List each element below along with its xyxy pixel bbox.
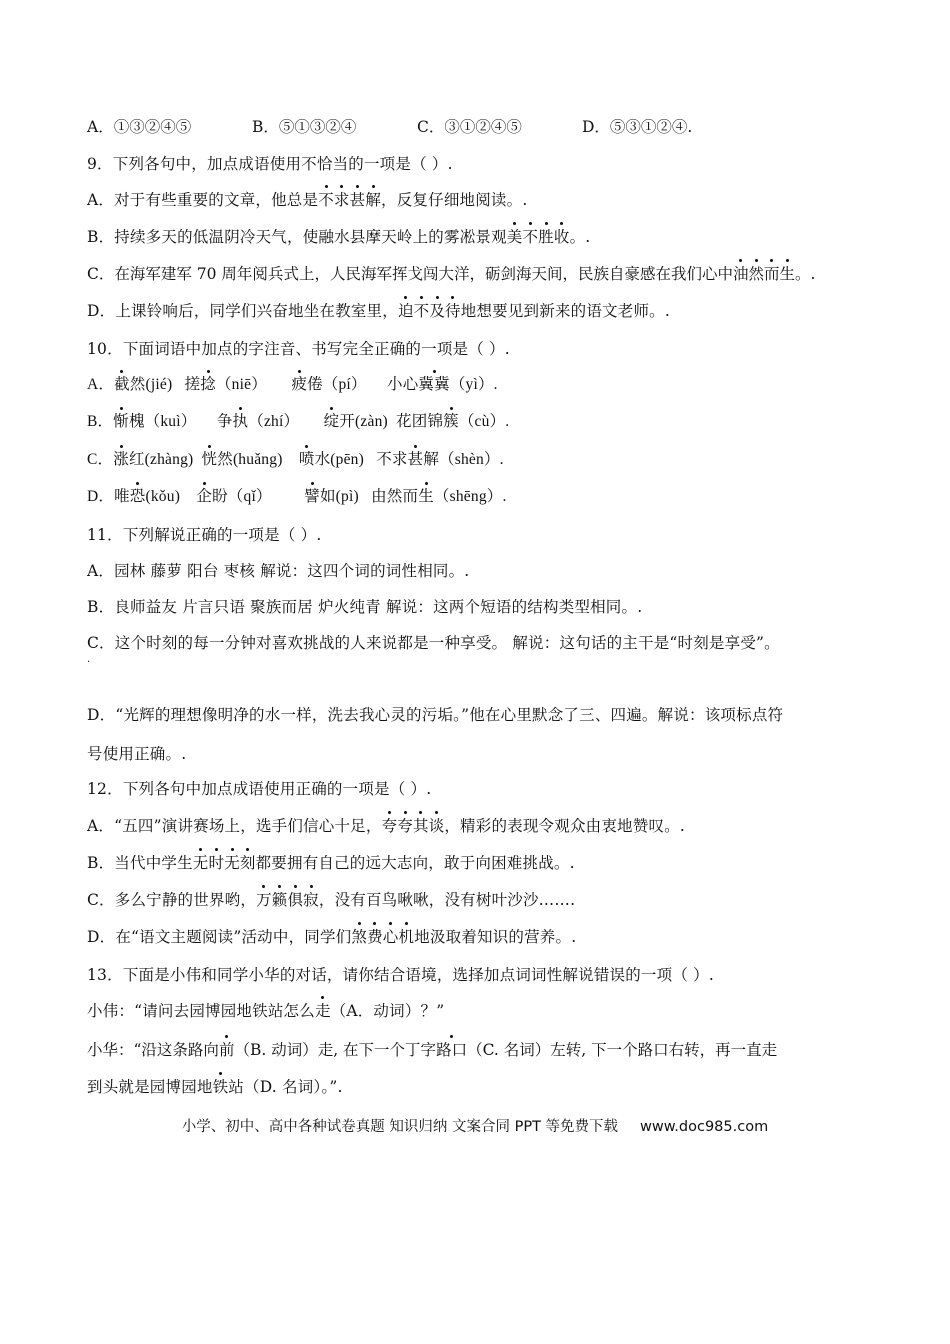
q11-c-mark: . — [87, 654, 91, 665]
q12-option-b: B．当代中学生无时无刻都要拥有自己的远大志向，敢于向困难挑战。. — [87, 854, 575, 872]
q10-option-a: A．截然(jié) 搓捻（niē） 疲倦（pí） 小心冀冀（yì）. — [87, 374, 498, 396]
q8-option-c: C．③①②④⑤ — [417, 118, 522, 136]
q8-option-a: A．①③②④⑤ — [87, 118, 192, 136]
q10-option-c: C．涨红(zhàng) 恍然(huǎng) 喷水(pēn) 不求甚解（shèn）. — [87, 449, 504, 471]
q12-option-c: C．多么宁静的世界哟，万籁俱寂，没有百鸟啾啾，没有树叶沙沙……. — [87, 891, 576, 909]
q10-stem: 10．下面词语中加点的字注音、书写完全正确的一项是（ ）. — [87, 340, 510, 358]
q11-option-c: C．这个时刻的每一分钟对喜欢挑战的人来说都是一种享受。 解说：这句话的主干是“时刻是享受”。 — [87, 634, 780, 652]
q10-option-d: D．唯恐(kǒu) 企盼（qǐ） 譬如(pì) 由然而生（shēng）. — [87, 486, 507, 508]
q13-stem: 13．下面是小伟和同学小华的对话，请你结合语境，选择加点词词性解说错误的一项（ ）. — [87, 966, 714, 984]
q9-stem: 9．下列各句中，加点成语使用不恰当的一项是（ ）. — [87, 155, 453, 173]
q9-option-d: D．上课铃响后，同学们兴奋地坐在教室里，迫不及待地想要见到新来的语文老师。. — [87, 302, 670, 320]
q8-option-b: B．⑤①③②④ — [252, 118, 357, 136]
q11-option-b: B．良师益友 片言只语 聚族而居 炉火纯青 解说：这两个短语的结构类型相同。. — [87, 598, 643, 616]
q8-option-d: D．⑤③①②④. — [582, 118, 693, 136]
q9-option-a: A．对于有些重要的文章，他总是不求甚解，反复仔细地阅读。. — [87, 191, 528, 209]
q13-line2: 小华：“沿这条路向前（B. 动词）走, 在下一个丁字路口（C. 名词）左转, 下一个路口右转，再一直走 — [87, 1041, 778, 1059]
q12-option-a: A．“五四”演讲赛场上，选手们信心十足，夸夸其谈，精彩的表现令观众由衷地赞叹。. — [87, 817, 685, 835]
q12-stem: 12．下列各句中加点成语使用正确的一项是（ ）. — [87, 780, 432, 798]
q9-option-c: C．在海军建军 70 周年阅兵式上，人民海军挥戈闯大洋，砺剑海天间，民族自豪感在我们心中油然而生。. — [87, 265, 816, 283]
q13-line3: 到头就是园博园地铁站（D. 名词）。”. — [87, 1078, 343, 1096]
q13-line1: 小伟：“请问去园博园地铁站怎么走（A．动词）？” — [87, 1002, 445, 1020]
footer-text: 小学、初中、高中各种试卷真题 知识归纳 文案合同 PPT 等免费下载 — [181, 1119, 619, 1135]
q11-option-d-line1: D．“光辉的理想像明净的水一样，洗去我心灵的污垢。”他在心里默念了三、四遍。解说：该项标点符 — [87, 706, 784, 724]
q11-option-d-line2: 号使用正确。. — [87, 745, 187, 763]
page-footer — [0, 1115, 950, 1136]
q12-option-d: D．在“语文主题阅读”活动中，同学们煞费心机地汲取着知识的营养。. — [87, 928, 577, 946]
q11-option-a: A．园林 藤萝 阳台 枣核 解说：这四个词的词性相同。. — [87, 562, 470, 580]
footer-url[interactable]: www.doc985.com — [640, 1119, 769, 1135]
q10-option-b: B．惭槐（kuì） 争执（zhí） 绽开(zàn) 花团锦簇（cù）. — [87, 411, 509, 433]
q9-option-b: B．持续多天的低温阴冷天气，使融水县摩天岭上的雾凇景观美不胜收。. — [87, 228, 591, 246]
q11-stem: 11．下列解说正确的一项是（ ）. — [87, 526, 322, 544]
